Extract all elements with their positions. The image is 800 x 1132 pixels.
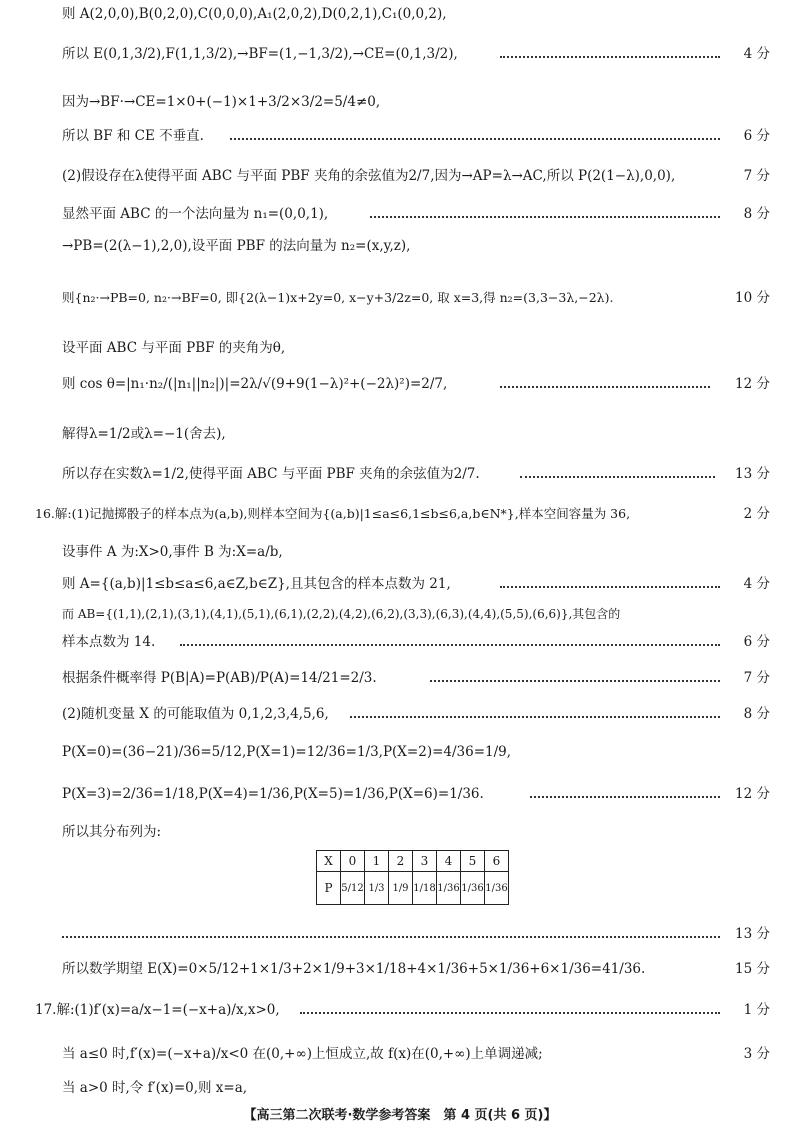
table-cell: 1/18: [413, 872, 437, 905]
line-8: 则{n₂·→PB=0, n₂·→BF=0, 即{2(λ−1)x+2y=0, x−y+3/2z=0, 取 x=3,得 n₂=(3,3−3λ,−2λ). 10 分: [62, 290, 770, 306]
line-19: (2)随机变量 X 的可能取值为 0,1,2,3,4,5,6, 8 分: [62, 706, 770, 722]
line-15: 则 A={(a,b)|1≤b≤a≤6,a∈Z,b∈Z},且其包含的样本点数为 21, 4 分: [62, 576, 770, 592]
leader-dots: [62, 936, 720, 938]
leader-dots: [430, 680, 720, 682]
table-row: [317, 851, 509, 872]
line-5: (2)假设存在λ使得平面 ABC 与平面 PBF 夹角的余弦值为2/7,因为→AP=λ→AC,所以 P(2(1−λ),0,0), 7 分: [62, 168, 770, 184]
table-cell: 1/36: [461, 872, 485, 905]
line-21: P(X=3)=2/36=1/18,P(X=4)=1/36,P(X=5)=1/36,P(X=6)=1/36. 12 分: [62, 786, 770, 802]
leader-dots: [300, 1012, 720, 1014]
table-cell: 3: [413, 851, 437, 872]
leader-dots: [500, 586, 720, 588]
table-cell: 2: [389, 851, 413, 872]
line-11: 解得λ=1/2或λ=−1(舍去),: [62, 426, 226, 442]
table-cell: 6: [485, 851, 509, 872]
line-13: 16.解:(1)记抛掷骰子的样本点为(a,b),则样本空间为{(a,b)|1≤a≤6,1≤b≤6,a,b∈N*},样本空间容量为 36, 2 分: [35, 506, 770, 522]
line-20: P(X=0)=(36−21)/36=5/12,P(X=1)=12/36=1/3,P(X=2)=4/36=1/9,: [62, 744, 512, 760]
line-6: 显然平面 ABC 的一个法向量为 n₁=(0,0,1), 8 分: [62, 206, 770, 222]
line-16: 而 AB={(1,1),(2,1),(3,1),(4,1),(5,1),(6,1),(2,2),(4,2),(6,2),(3,3),(6,3),(4,4),(5,5),(6,6)},其包含的: [62, 607, 621, 621]
leader-dots: [370, 216, 720, 218]
line-26: 当 a≤0 时,f′(x)=(−x+a)/x<0 在(0,+∞)上恒成立,故 f(x)在(0,+∞)上单调递减; 3 分: [62, 1046, 770, 1062]
line-12: 所以存在实数λ=1/2,使得平面 ABC 与平面 PBF 夹角的余弦值为2/7. 13 分: [62, 466, 770, 482]
table-cell: X: [317, 851, 341, 872]
line-25: 17.解:(1)f′(x)=a/x−1=(−x+a)/x,x>0, 1 分: [35, 1002, 770, 1018]
line-10: 则 cos θ=|n₁·n₂/(|n₁||n₂|)|=2λ/√(9+9(1−λ)²+(−2λ)²)=2/7, 12 分: [62, 376, 770, 392]
line-9: 设平面 ABC 与平面 PBF 的夹角为θ,: [62, 340, 286, 356]
leader-dots: [350, 716, 720, 718]
table-cell: 1/36: [437, 872, 461, 905]
leader-dots: [520, 476, 715, 478]
leader-dots: [500, 386, 710, 388]
leader-dots: [180, 644, 720, 646]
table-row: [317, 872, 509, 905]
table-cell: 0: [341, 851, 365, 872]
table-cell: P: [317, 872, 341, 905]
leader-dots: [230, 138, 720, 140]
line-14: 设事件 A 为:X>0,事件 B 为:X=a/b,: [62, 544, 283, 560]
page-footer: 【高三第二次联考·数学参考答案 第 4 页(共 6 页)】: [243, 1108, 557, 1123]
line-24: 所以数学期望 E(X)=0×5/12+1×1/3+2×1/9+3×1/18+4×1/36+5×1/36+6×1/36=41/36. 15 分: [62, 961, 770, 977]
line-3: 因为→BF·→CE=1×0+(−1)×1+3/2×3/2=5/4≠0,: [62, 94, 381, 110]
table-cell: 5/12: [341, 872, 365, 905]
table-cell: 5: [461, 851, 485, 872]
distribution-table: [316, 850, 509, 905]
table-cell: 1: [365, 851, 389, 872]
line-1: 则 A(2,0,0),B(0,2,0),C(0,0,0),A₁(2,0,2),D(0,2,1),C₁(0,0,2),: [62, 6, 447, 22]
table-cell: 1/36: [485, 872, 509, 905]
table-cell: 1/3: [365, 872, 389, 905]
line-4: 所以 BF 和 CE 不垂直. 6 分: [62, 128, 770, 144]
table-cell: 4: [437, 851, 461, 872]
line-17: 样本点数为 14. 6 分: [62, 634, 770, 650]
line-18: 根据条件概率得 P(B|A)=P(AB)/P(A)=14/21=2/3. 7 分: [62, 670, 770, 686]
leader-dots: [500, 56, 720, 58]
table-cell: 1/9: [389, 872, 413, 905]
line-22: 所以其分布列为:: [62, 824, 162, 840]
leader-dots: [530, 796, 720, 798]
line-27: 当 a>0 时,令 f′(x)=0,则 x=a,: [62, 1080, 248, 1096]
line-2: 所以 E(0,1,3/2),F(1,1,3/2),→BF=(1,−1,3/2),→CE=(0,1,3/2), 4 分: [62, 46, 770, 62]
line-7: →PB=(2(λ−1),2,0),设平面 PBF 的法向量为 n₂=(x,y,z),: [62, 238, 411, 254]
line-23: 13 分: [0, 920, 800, 948]
